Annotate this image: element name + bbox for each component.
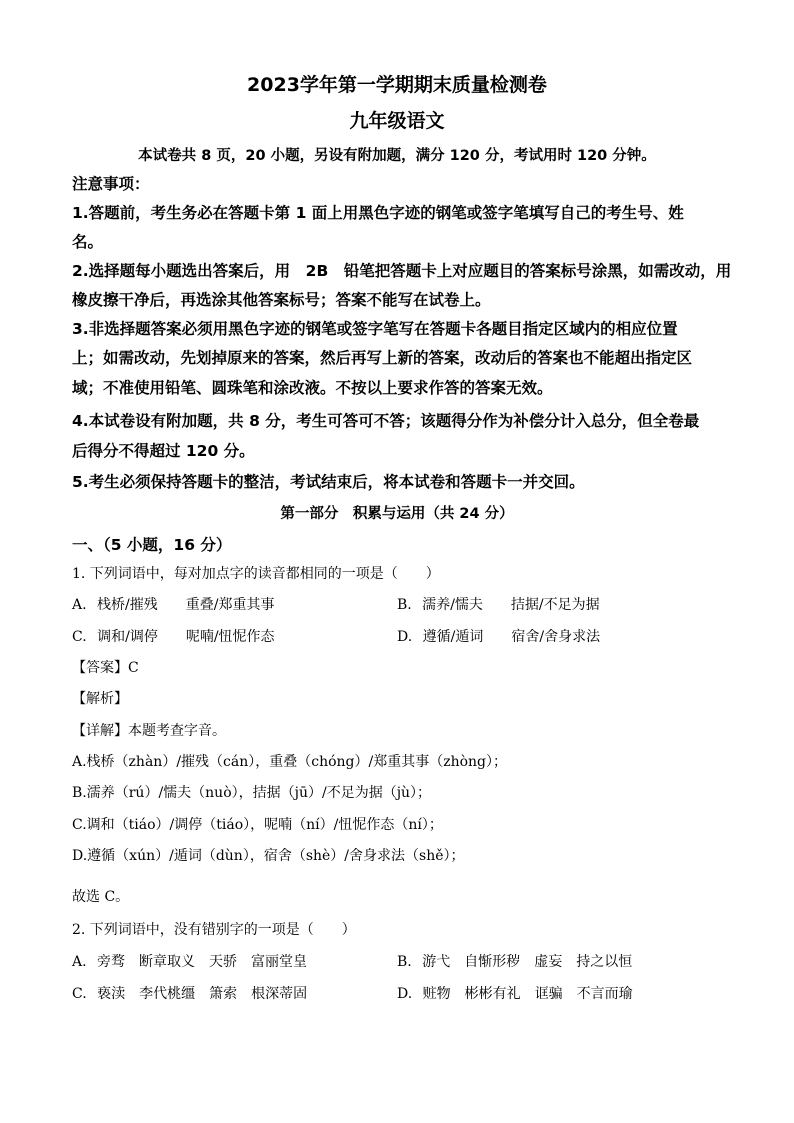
notes-line: 1.答题前，考生务必在答题卡第 1 面上用黑色字迹的钢笔或签字笔填写自己的考生号、姓 — [72, 204, 684, 222]
notes-line: 4.本试卷设有附加题，共 8 分，考生可答可不答；该题得分作为补偿分计入总分，但全卷最 — [72, 412, 700, 430]
q1-analysis-tag: 【解析】 — [72, 691, 128, 707]
detail-text: 本题考查字音。 — [128, 723, 226, 739]
option-letter: D. — [397, 986, 413, 1002]
option-text: 遵循/遁词 宿舍/舍身求法 — [422, 629, 601, 645]
notes-line: 5.考生必须保持答题卡的整洁，考试结束后，将本试卷和答题卡一并交回。 — [72, 473, 585, 491]
option-letter: D. — [397, 629, 413, 645]
option-letter: C. — [72, 629, 87, 645]
notes-line: 上；如需改动，先划掉原来的答案，然后再写上新的答案，改动后的答案也不能超出指定区 — [72, 349, 693, 367]
q1-explanation-line: B.濡养（rú）/懦夫（nuò），拮据（jū）/不足为据（jù）； — [72, 785, 432, 801]
option-text: 亵渎 李代桃缰 箫索 根深蒂固 — [97, 986, 308, 1002]
question-1-stem: 1. 下列词语中，每对加点字的读音都相同的一项是（ ） — [72, 566, 440, 582]
exam-title: 2023学年第一学期期末质量检测卷 — [247, 74, 547, 96]
q1-option-c — [72, 626, 275, 646]
exam-subtitle: 九年级语文 — [349, 110, 445, 132]
option-text: 旁骛 断章取义 天骄 富丽堂皇 — [97, 954, 308, 970]
q2-option-b — [397, 951, 632, 971]
q1-explanation-line: D.遵循（xún）/遁词（dùn），宿舍（shè）/舍身求法（shě）； — [72, 848, 465, 864]
option-letter: B. — [397, 597, 412, 613]
q2-option-c — [72, 983, 307, 1003]
section-heading: 一、（5 小题，16 分） — [72, 536, 232, 554]
q1-option-d — [397, 626, 600, 646]
q1-explanation-line: C.调和（tiáo）/调停（tiáo），呢喃（ní）/忸怩作态（ní）； — [72, 817, 443, 833]
part-heading: 第一部分 积累与运用（共 24 分） — [280, 506, 514, 522]
q1-answer — [72, 657, 139, 677]
notes-line: 域；不准使用铅笔、圆珠笔和涂改液。不按以上要求作答的答案无效。 — [72, 379, 553, 397]
q2-option-a — [72, 951, 307, 971]
notes-line: 名。 — [72, 233, 104, 251]
answer-value: C — [128, 660, 139, 676]
option-text: 调和/调停 呢喃/忸怩作态 — [97, 629, 275, 645]
exam-info: 本试卷共 8 页，20 小题，另设有附加题，满分 120 分，考试用时 120 分钟。 — [138, 148, 656, 164]
option-text: 赃物 彬彬有礼 诓骗 不言而瑜 — [422, 986, 633, 1002]
q1-detail — [72, 720, 226, 740]
option-text: 栈桥/摧残 重叠/郑重其事 — [97, 597, 275, 613]
answer-tag: 【答案】 — [72, 660, 128, 676]
question-2-stem: 2. 下列词语中，没有错别字的一项是（ ） — [72, 922, 356, 938]
option-letter: A. — [72, 597, 87, 613]
q1-option-b — [397, 594, 600, 614]
notes-line: 橡皮擦干净后，再选涂其他答案标号；答案不能写在试卷上。 — [72, 291, 491, 309]
notes-heading: 注意事项： — [72, 175, 150, 193]
notes-line: 2.选择题每小题选出答案后，用 2B 铅笔把答题卡上对应题目的答案标号涂黑，如需改动，用 — [72, 262, 732, 280]
option-text: 游弋 自惭形秽 虚妄 持之以恒 — [422, 954, 633, 970]
option-letter: B. — [397, 954, 412, 970]
q1-option-a — [72, 594, 274, 614]
option-letter: A. — [72, 954, 87, 970]
option-letter: C. — [72, 986, 87, 1002]
q1-conclusion: 故选 C。 — [72, 889, 130, 905]
detail-tag: 【详解】 — [72, 723, 128, 739]
option-text: 濡养/懦夫 拮据/不足为据 — [422, 597, 600, 613]
q2-option-d — [397, 983, 633, 1003]
q1-explanation-line: A.栈桥（zhàn）/摧残（cán），重叠（chóng）/郑重其事（zhòng）； — [72, 754, 508, 770]
notes-line: 3.非选择题答案必须用黑色字迹的钢笔或签字笔写在答题卡各题目指定区域内的相应位置 — [72, 320, 678, 338]
notes-line: 后得分不得超过 120 分。 — [72, 442, 255, 460]
